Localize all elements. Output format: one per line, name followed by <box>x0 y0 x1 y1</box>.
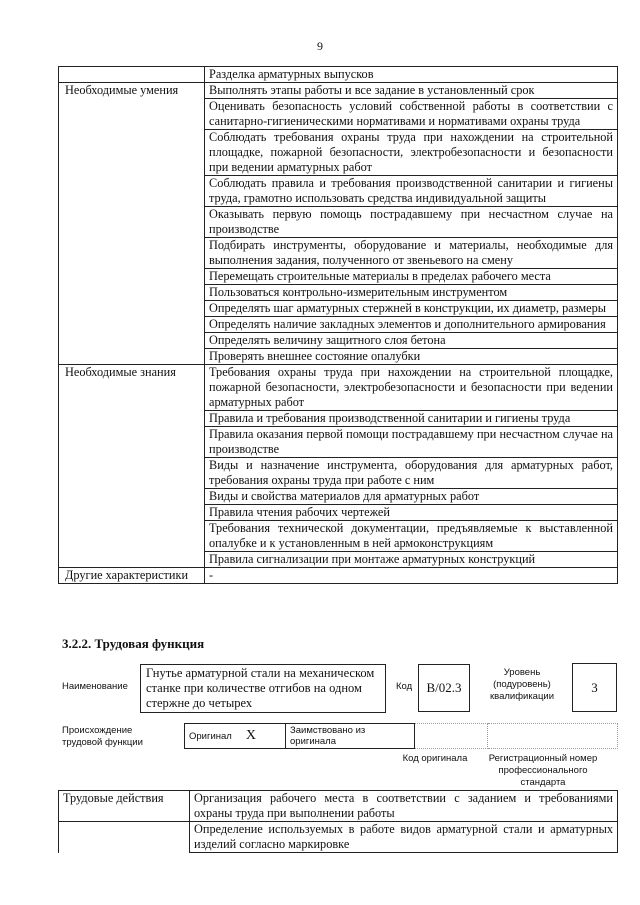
requirement-item: Правила оказания первой помощи пострадавшему при несчастном случае на производстве <box>205 427 618 458</box>
reg-number-cell <box>488 724 618 749</box>
group-label-cell <box>59 176 205 207</box>
function-name-box <box>140 664 386 713</box>
table-row <box>59 207 618 238</box>
table-row <box>59 552 618 568</box>
table-row <box>59 130 618 176</box>
table-row <box>59 427 618 458</box>
group-label-cell <box>59 317 205 333</box>
origin-code-label: Код оригинала <box>402 753 468 764</box>
requirement-item: Выполнять этапы работы и все задание в установленный срок <box>205 83 618 99</box>
name-label: Наименование <box>62 681 128 692</box>
group-label-cell <box>59 130 205 176</box>
group-label-cell <box>59 269 205 285</box>
table-row <box>59 568 618 584</box>
table-row <box>59 365 618 411</box>
table-row <box>59 99 618 130</box>
group-label-cell <box>59 285 205 301</box>
origin-table <box>184 723 618 749</box>
code-value: В/02.3 <box>426 680 462 695</box>
code-box <box>418 664 470 712</box>
page-number: 9 <box>317 39 323 53</box>
group-label-cell <box>59 552 205 568</box>
requirement-item: Соблюдать требования охраны труда при нахождении на строительной площадке, пожарной безопасности, электробезопасности и безопасности при ведении арматурных работ <box>205 130 618 176</box>
level-value: 3 <box>591 679 598 695</box>
requirement-item: Проверять внешнее состояние опалубки <box>205 349 618 365</box>
reg-number-label: Регистрационный номер профессионального стандарта <box>488 753 598 788</box>
actions-label-cell <box>59 822 190 853</box>
table-row <box>59 67 618 83</box>
level-box <box>572 663 617 712</box>
table-row <box>59 317 618 333</box>
group-label-cell: Другие характеристики <box>59 568 205 584</box>
group-label-cell <box>59 521 205 552</box>
level-label: Уровень (подуровень) квалификации <box>489 667 555 702</box>
section-title: 3.2.2. Трудовая функция <box>62 636 205 651</box>
requirement-item: Правила и требования производственной санитарии и гигиены труда <box>205 411 618 427</box>
requirement-item: Правила сигнализации при монтаже арматурных конструкций <box>205 552 618 568</box>
action-row <box>59 791 618 822</box>
group-label-cell: Необходимые умения <box>59 83 205 99</box>
group-label-cell <box>59 489 205 505</box>
table-row <box>59 411 618 427</box>
group-label-cell <box>59 207 205 238</box>
table-row <box>59 269 618 285</box>
original-cell <box>185 724 286 749</box>
table-row <box>59 238 618 269</box>
requirement-item: Требования охраны труда при нахождении на строительной площадке, пожарной безопасности, электробезопасности и безопасности при ведении арматурных работ <box>205 365 618 411</box>
table-row <box>59 505 618 521</box>
requirement-item: Разделка арматурных выпусков <box>205 67 618 83</box>
table-row <box>59 285 618 301</box>
group-label-cell <box>59 349 205 365</box>
requirements-table <box>58 66 618 584</box>
group-label-cell <box>59 301 205 317</box>
action-item: Организация рабочего места в соответствии с заданием и требованиями охраны труда при выполнении работы <box>190 791 618 822</box>
requirement-item: Соблюдать правила и требования производственной санитарии и гигиены труда, грамотно использовать средства индивидуальной защиты <box>205 176 618 207</box>
action-row <box>59 822 618 853</box>
group-label-cell <box>59 99 205 130</box>
table-row <box>59 333 618 349</box>
function-name-value: Гнутье арматурной стали на механическом станке при количестве отгибов на одном стержне до четырех <box>146 666 375 710</box>
table-row <box>59 83 618 99</box>
original-mark: X <box>245 728 256 743</box>
origin-label: Происхождение трудовой функции <box>62 725 143 748</box>
table-row <box>59 521 618 552</box>
requirement-item: - <box>205 568 618 584</box>
requirement-item: Подбирать инструменты, оборудование и материалы, необходимые для выполнения задания, полученного от звеньевого на смену <box>205 238 618 269</box>
group-label-cell <box>59 333 205 349</box>
table-row <box>59 301 618 317</box>
actions-table <box>58 790 618 853</box>
group-label-cell <box>59 67 205 83</box>
group-label-cell <box>59 427 205 458</box>
table-row <box>59 489 618 505</box>
actions-label-cell: Трудовые действия <box>59 791 190 822</box>
borrowed-label: Заимствовано из оригинала <box>290 725 366 747</box>
group-label-cell: Необходимые знания <box>59 365 205 411</box>
action-item: Определение используемых в работе видов арматурной стали и арматурных изделий согласно маркировке <box>190 822 618 853</box>
requirement-item: Виды и свойства материалов для арматурных работ <box>205 489 618 505</box>
borrowed-cell <box>286 724 415 749</box>
table-row <box>59 176 618 207</box>
code-label: Код <box>396 681 413 692</box>
requirement-item: Оценивать безопасность условий собственной работы в соответствии с санитарно-гигиеническими нормативами и нормативами охраны труда <box>205 99 618 130</box>
group-label-cell <box>59 458 205 489</box>
requirement-item: Пользоваться контрольно-измерительным инструментом <box>205 285 618 301</box>
requirement-item: Определять наличие закладных элементов и дополнительного армирования <box>205 317 618 333</box>
table-row <box>59 458 618 489</box>
requirement-item: Определять величину защитного слоя бетона <box>205 333 618 349</box>
requirement-item: Перемещать строительные материалы в пределах рабочего места <box>205 269 618 285</box>
requirement-item: Виды и назначение инструмента, оборудования для арматурных работ, требования охраны труда при работе с ним <box>205 458 618 489</box>
requirement-item: Правила чтения рабочих чертежей <box>205 505 618 521</box>
group-label-cell <box>59 411 205 427</box>
requirement-item: Требования технической документации, предъявляемые к выставленной опалубке и к установленным в ней армоконструкциям <box>205 521 618 552</box>
requirement-item: Определять шаг арматурных стержней в конструкции, их диаметр, размеры <box>205 301 618 317</box>
group-label-cell <box>59 505 205 521</box>
origin-code-cell <box>415 724 488 749</box>
table-row <box>59 349 618 365</box>
original-label: Оригинал <box>189 731 232 742</box>
requirement-item: Оказывать первую помощь пострадавшему при несчастном случае на производстве <box>205 207 618 238</box>
group-label-cell <box>59 238 205 269</box>
